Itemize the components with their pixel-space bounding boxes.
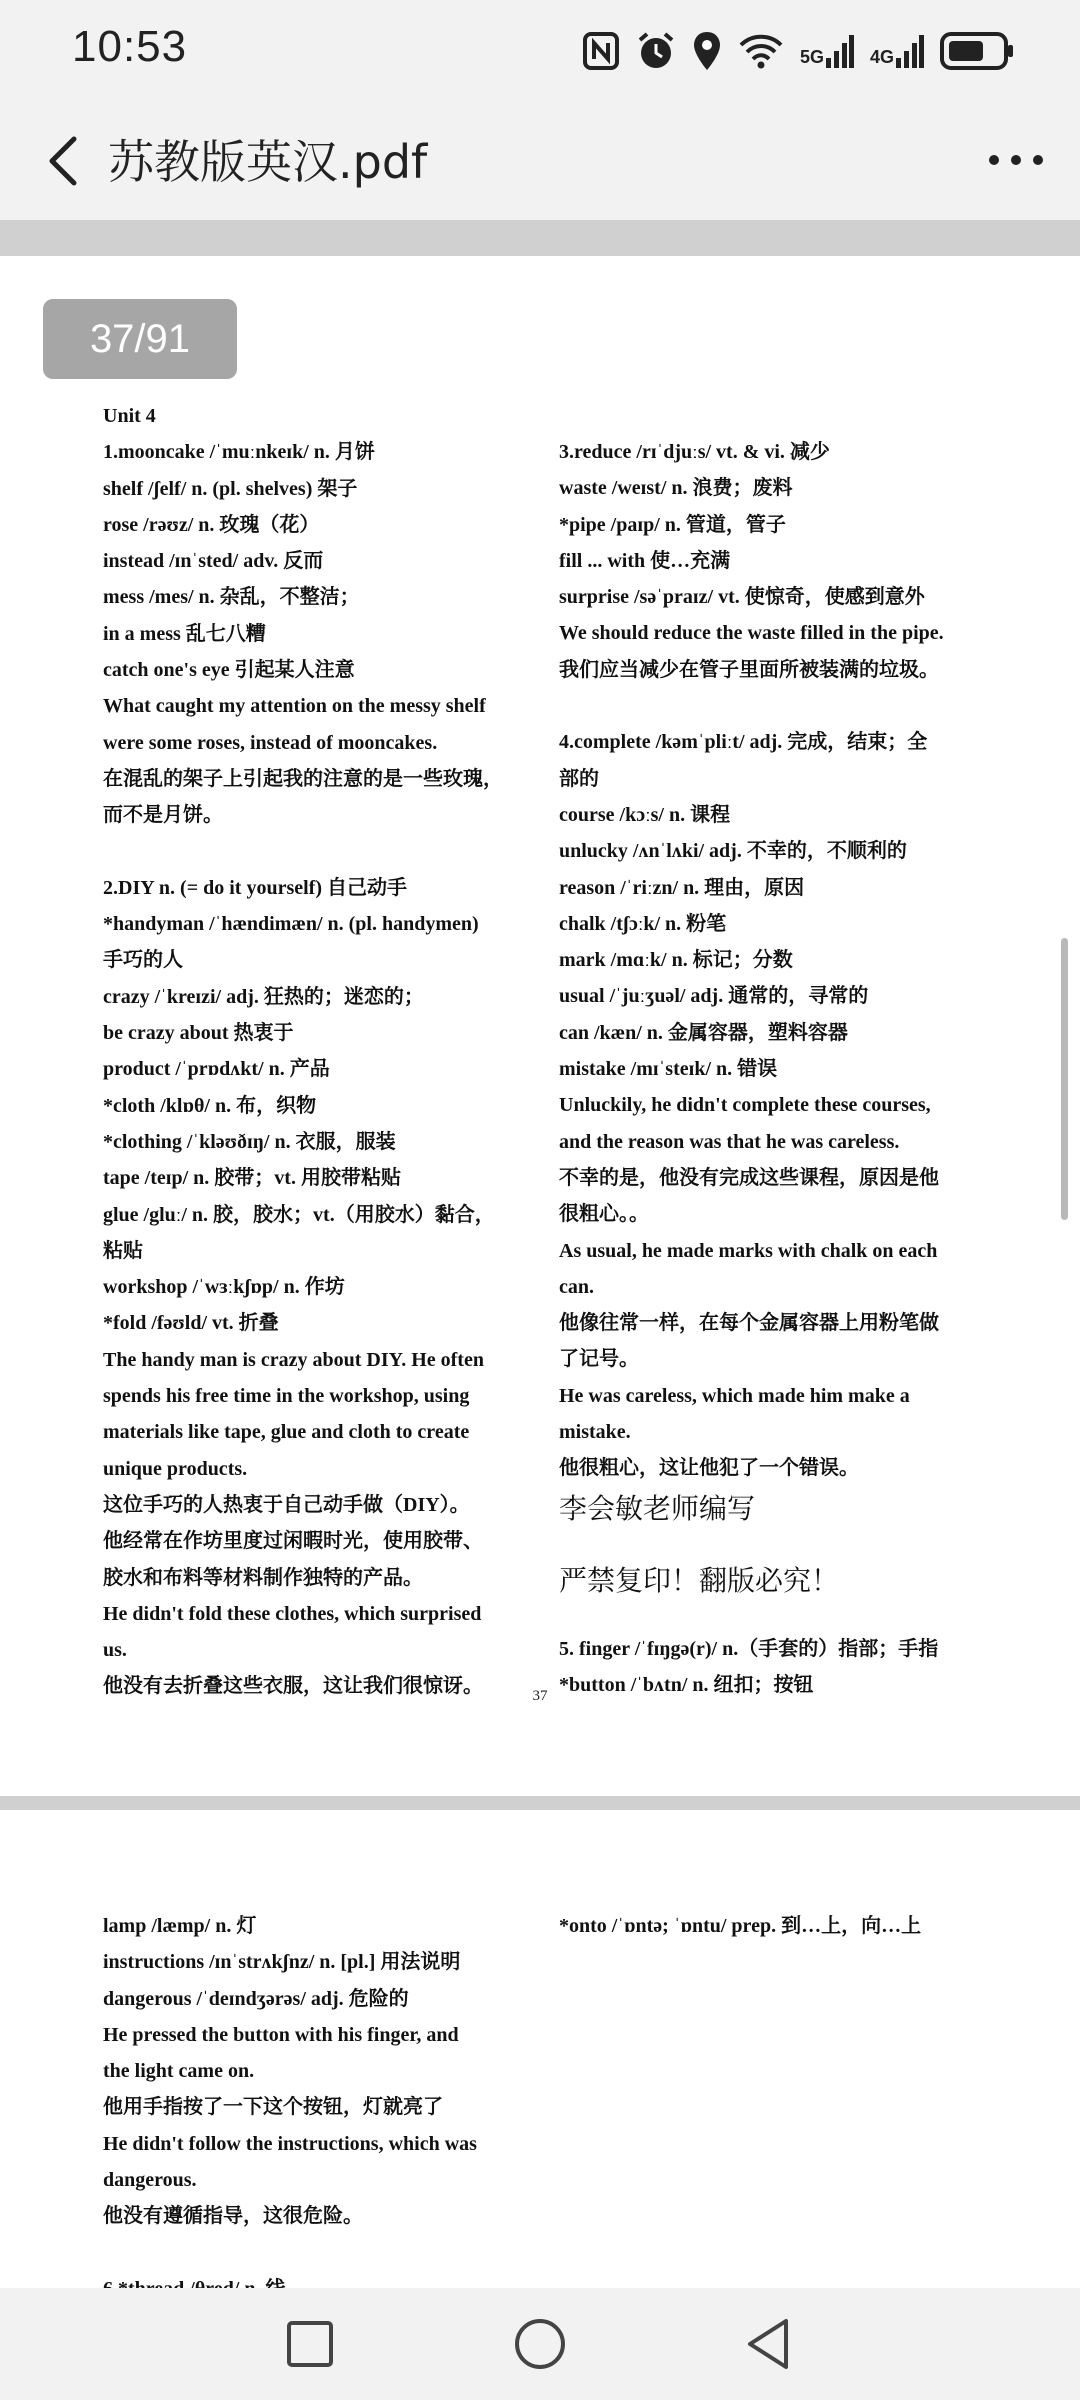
right-column-body xyxy=(559,434,944,1487)
signal-5g-icon xyxy=(826,34,854,68)
text-line: can /kæn/ n. 金属容器，塑料容器 xyxy=(559,1021,848,1044)
text-line: The handy man is crazy about DIY. He often xyxy=(103,1348,484,1371)
text-line: the light came on. xyxy=(103,2060,255,2083)
blank-line xyxy=(559,688,944,724)
page-37-left-column xyxy=(103,398,503,1705)
text-line: usual /ˈjuːʒuəl/ adj. 通常的，寻常的 xyxy=(559,985,869,1008)
text-line: workshop /ˈwɜːkʃɒp/ n. 作坊 xyxy=(103,1276,345,1299)
signal-5g-label: 5G xyxy=(799,47,824,67)
signal-4g-label: 4G xyxy=(869,47,894,67)
signal-4g-icon xyxy=(896,34,924,68)
author-notice: 李会敏老师编写 xyxy=(559,1491,756,1525)
wifi-icon xyxy=(738,32,784,70)
text-line: 这位手巧的人热衷于自己动手做（DIY）。 xyxy=(103,1493,470,1516)
home-icon xyxy=(508,2312,572,2376)
text-line: mistake /mɪˈsteɪk/ n. 错误 xyxy=(559,1058,778,1081)
text-line: fill ... with 使…充满 xyxy=(559,549,731,572)
alarm-icon xyxy=(636,30,676,72)
text-line: *cloth /klɒθ/ n. 布，织物 xyxy=(103,1094,317,1117)
text-line: He pressed the button with his finger, and xyxy=(103,2023,459,2046)
text-line: us. xyxy=(103,1639,127,1662)
text-line: As usual, he made marks with chalk on each xyxy=(559,1239,938,1262)
text-line: We should reduce the waste filled in the pipe. xyxy=(559,622,944,645)
text-line: *handyman /ˈhændimæn/ n. (pl. handymen) xyxy=(103,913,479,936)
text-line: 而不是月饼。 xyxy=(103,804,223,827)
system-back-button[interactable] xyxy=(738,2312,802,2376)
navigation-bar xyxy=(0,2288,1080,2400)
text-line: 胶水和布料等材料制作独特的产品。 xyxy=(103,1566,423,1589)
page-number: 37 xyxy=(532,1688,548,1704)
text-line: 了记号。 xyxy=(559,1348,639,1371)
location-icon xyxy=(692,30,722,72)
text-line: Unluckily, he didn't complete these courses, xyxy=(559,1094,931,1117)
blank-line xyxy=(103,2235,477,2271)
text-line: *fold /fəʊld/ vt. 折叠 xyxy=(103,1312,279,1335)
text-line: *clothing /ˈkləʊðɪŋ/ n. 衣服，服装 xyxy=(103,1130,396,1153)
text-line: lamp /læmp/ n. 灯 xyxy=(103,1915,257,1937)
status-time: 10:53 xyxy=(72,22,188,71)
text-line: 他像往常一样，在每个金属容器上用粉笔做 xyxy=(559,1312,939,1335)
text-line: 我们应当减少在管子里面所被装满的垃圾。 xyxy=(559,658,939,681)
text-line: reason /ˈriːzn/ n. 理由，原因 xyxy=(559,876,805,899)
pdf-page-37 xyxy=(0,256,1080,1796)
text-line: dangerous /ˈdeɪndʒərəs/ adj. 危险的 xyxy=(103,1987,409,2010)
page-38-right-column xyxy=(559,1908,921,1944)
page-37-right-column xyxy=(559,434,944,1703)
battery-icon xyxy=(940,31,1014,71)
page-38-left-column xyxy=(103,1908,477,2307)
text-line: and the reason was that he was careless. xyxy=(559,1130,900,1153)
text-line: 不幸的是，他没有完成这些课程，原因是他 xyxy=(559,1166,939,1189)
text-line: Unit 4 xyxy=(103,405,156,427)
text-line: shelf /ʃelf/ n. (pl. shelves) 架子 xyxy=(103,477,358,500)
text-line: tape /teɪp/ n. 胶带；vt. 用胶带粘贴 xyxy=(103,1167,401,1190)
home-button[interactable] xyxy=(508,2312,572,2376)
text-line: rose /rəʊz/ n. 玫瑰（花） xyxy=(103,513,320,536)
text-line: instead /ɪnˈsted/ adv. 反而 xyxy=(103,550,324,573)
app-bar xyxy=(0,100,1080,220)
document-title: 苏教版英汉.pdf xyxy=(108,135,428,189)
text-line: spends his free time in the workshop, using xyxy=(103,1385,470,1408)
copyright-notice: 严禁复印！翻版必究！ xyxy=(559,1563,840,1597)
blank-line xyxy=(103,834,503,870)
text-line: unique products. xyxy=(103,1457,248,1480)
text-line: in a mess 乱七八糟 xyxy=(103,622,266,645)
text-line: were some roses, instead of mooncakes. xyxy=(103,731,438,754)
status-icons xyxy=(582,28,1014,74)
chevron-left-icon xyxy=(30,125,100,195)
right-column-tail xyxy=(559,1631,944,1704)
nfc-icon xyxy=(582,31,620,71)
pdf-viewer[interactable] xyxy=(0,220,1080,2288)
text-line: *pipe /paɪp/ n. 管道，管子 xyxy=(559,513,786,536)
more-dots-icon xyxy=(976,130,1056,190)
text-line: catch one's eye 引起某人注意 xyxy=(103,659,355,682)
text-line: 他没有去折叠这些衣服，这让我们很惊讶。 xyxy=(103,1675,483,1698)
text-line: course /kɔːs/ n. 课程 xyxy=(559,803,731,826)
text-line: He was careless, which made him make a xyxy=(559,1384,910,1407)
text-line: 在混乱的架子上引起我的注意的是一些玫瑰， xyxy=(103,767,503,790)
recent-apps-button[interactable] xyxy=(278,2312,342,2376)
scrollbar-thumb[interactable] xyxy=(1061,938,1068,1220)
text-line: 3.reduce /rɪˈdjuːs/ vt. & vi. 减少 xyxy=(559,441,830,463)
text-line: materials like tape, glue and cloth to create xyxy=(103,1421,470,1444)
text-line: 很粗心。。 xyxy=(559,1203,649,1226)
text-line: 5. finger /ˈfɪŋgə(r)/ n.（手套的）指部；手指 xyxy=(559,1637,939,1660)
text-line: crazy /ˈkreɪzi/ adj. 狂热的；迷恋的； xyxy=(103,985,424,1008)
text-line: be crazy about 热衷于 xyxy=(103,1022,294,1045)
text-line: 他用手指按了一下这个按钮，灯就亮了 xyxy=(103,2096,443,2119)
text-line: mess /mes/ n. 杂乱，不整洁； xyxy=(103,586,360,609)
text-line: dangerous. xyxy=(103,2169,197,2192)
text-line: *button /ˈbʌtn/ n. 纽扣；按钮 xyxy=(559,1673,814,1696)
text-line: can. xyxy=(559,1275,594,1298)
text-line: waste /weɪst/ n. 浪费；废料 xyxy=(559,477,793,500)
text-line: 手巧的人 xyxy=(103,949,183,972)
text-line: He didn't follow the instructions, which was xyxy=(103,2132,477,2155)
text-line: mistake. xyxy=(559,1421,631,1444)
status-bar xyxy=(0,0,1080,100)
text-line: 他很粗心，这让他犯了一个错误。 xyxy=(559,1457,859,1480)
text-line: product /ˈprɒdʌkt/ n. 产品 xyxy=(103,1058,330,1081)
text-line: chalk /tʃɔːk/ n. 粉笔 xyxy=(559,912,727,935)
text-line: surprise /səˈpraɪz/ vt. 使惊奇，使感到意外 xyxy=(559,586,925,609)
text-line: 他经常在作坊里度过闲暇时光，使用胶带、 xyxy=(103,1530,483,1553)
text-line: 1.mooncake /ˈmuːnkeɪk/ n. 月饼 xyxy=(103,441,375,464)
text-line: What caught my attention on the messy shelf xyxy=(103,695,486,718)
text-line: 部的 xyxy=(559,767,599,790)
text-line: instructions /ɪnˈstrʌkʃnz/ n. [pl.] 用法说明 xyxy=(103,1951,461,1974)
text-line: 他没有遵循指导，这很危险。 xyxy=(103,2205,363,2228)
text-line: mark /mɑːk/ n. 标记；分数 xyxy=(559,949,793,972)
text-line: unlucky /ʌnˈlʌki/ adj. 不幸的，不顺利的 xyxy=(559,840,907,863)
text-line: 4.complete /kəmˈpliːt/ adj. 完成，结束；全 xyxy=(559,731,928,754)
more-options-button[interactable] xyxy=(976,130,1056,190)
text-line: *onto /ˈɒntə; ˈɒntu/ prep. 到…上，向…上 xyxy=(559,1915,922,1937)
page-indicator: 37/91 xyxy=(43,299,237,379)
text-line: glue /gluː/ n. 胶，胶水；vt.（用胶水）黏合， xyxy=(103,1203,495,1226)
recent-apps-icon xyxy=(278,2312,342,2376)
text-line: 2.DIY n. (= do it yourself) 自己动手 xyxy=(103,876,407,899)
back-triangle-icon xyxy=(738,2312,802,2376)
pdf-page-38 xyxy=(0,1810,1080,2330)
back-button[interactable] xyxy=(30,125,100,195)
text-line: He didn't fold these clothes, which surprised xyxy=(103,1602,482,1625)
text-line: 粘贴 xyxy=(103,1239,143,1262)
